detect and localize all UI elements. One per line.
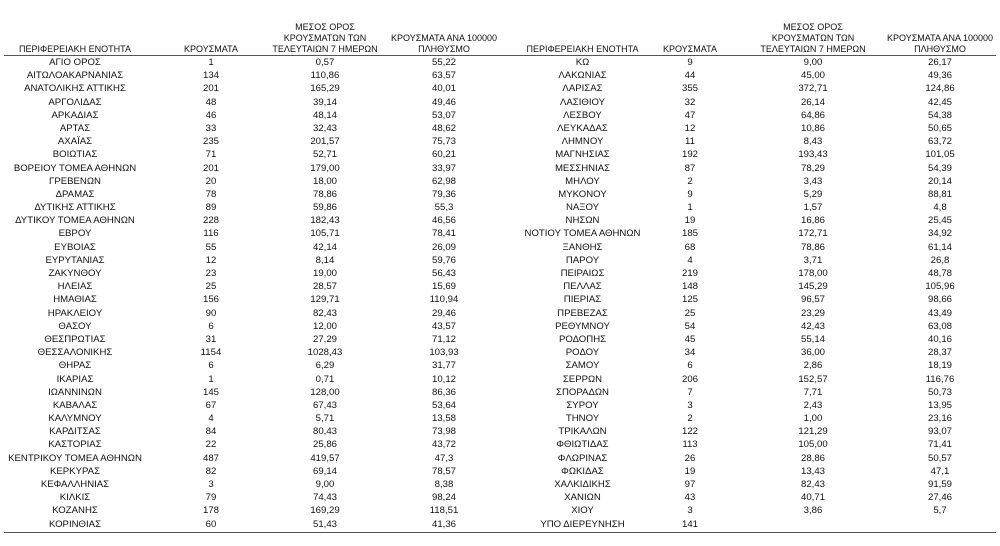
cases-cell: 97 (684, 479, 696, 490)
cases-cell: 9 (687, 57, 693, 68)
cases-cell: 355 (681, 83, 698, 95)
avg-7-days-cell: 152,57 (798, 373, 828, 385)
region-cell: ΘΕΣΠΡΩΤΙΑΣ (44, 333, 106, 345)
header-avg-7-days: ΜΕΣΟΣ ΟΡΟΣ ΚΡΟΥΣΜΑΤΩΝ ΤΩΝ ΤΕΛΕΥΤΑΙΩΝ 7 ΗΜΕΡΩΝ (272, 22, 378, 54)
cases-cell: 185 (681, 228, 698, 240)
cases-cell: 6 (687, 360, 693, 372)
per-100k-cell: 55,3 (434, 202, 454, 214)
avg-7-days-cell: 25,86 (312, 439, 337, 451)
cases-cell: 122 (681, 426, 698, 438)
per-100k-cell: 50,73 (927, 386, 952, 398)
avg-7-days-cell: 0,57 (315, 57, 335, 68)
cases-cell: 84 (205, 426, 217, 438)
avg-7-days-cell: 2,43 (803, 399, 823, 411)
per-100k-cell: 75,73 (431, 136, 456, 148)
avg-7-days-cell: 42,43 (800, 320, 825, 332)
cases-cell: 82 (205, 465, 217, 477)
cases-cell: 1154 (200, 347, 222, 359)
per-100k-cell: 42,45 (927, 96, 952, 108)
per-100k-cell: 63,57 (431, 70, 456, 82)
per-100k-cell: 93,07 (927, 426, 952, 438)
avg-7-days-cell: 172,71 (798, 228, 828, 240)
header-avg-7-days: ΜΕΣΟΣ ΟΡΟΣ ΚΡΟΥΣΜΑΤΩΝ ΤΩΝ ΤΕΛΕΥΤΑΙΩΝ 7 ΗΜΕΡΩΝ (760, 22, 866, 54)
avg-7-days-cell: 165,29 (310, 83, 340, 95)
region-cell: ΑΡΓΟΛΙΔΑΣ (48, 96, 102, 108)
table-bottom-divider (500, 532, 996, 533)
per-100k-cell: 63,08 (927, 320, 952, 332)
avg-7-days-cell: 372,71 (798, 83, 828, 95)
per-100k-cell: 88,81 (927, 188, 952, 200)
avg-7-days-cell: 16,86 (800, 215, 825, 227)
per-100k-cell: 98,66 (927, 294, 952, 306)
avg-7-days-cell: 64,86 (800, 109, 825, 121)
per-100k-cell: 86,36 (431, 386, 456, 398)
region-cell: ΦΩΚΙΔΑΣ (561, 465, 604, 477)
region-cell: ΞΑΝΘΗΣ (562, 241, 603, 253)
avg-7-days-cell: 1,57 (803, 202, 823, 214)
cases-cell: 23 (205, 268, 217, 279)
region-cell: ΑΡΤΑΣ (59, 122, 91, 134)
region-cell: ΒΟΡΕΙΟΥ ΤΟΜΕΑ ΑΘΗΝΩΝ (13, 162, 137, 174)
per-100k-cell: 73,98 (431, 426, 456, 438)
cases-cell: 20 (205, 175, 217, 187)
avg-7-days-cell: 110,86 (310, 70, 340, 82)
per-100k-cell: 25,45 (927, 215, 952, 227)
avg-7-days-cell: 3,43 (803, 175, 823, 187)
region-cell: ΑΝΑΤΟΛΙΚΗΣ ΑΤΤΙΚΗΣ (24, 83, 126, 95)
cases-cell: 206 (681, 373, 698, 385)
cases-cell: 25 (205, 281, 217, 293)
avg-7-days-cell: 8,43 (803, 136, 823, 148)
per-100k-cell: 29,46 (431, 307, 456, 319)
per-100k-cell: 48,78 (927, 268, 952, 279)
cases-cell: 12 (684, 122, 696, 134)
avg-7-days-cell: 179,00 (310, 162, 340, 174)
avg-7-days-cell: 82,43 (312, 307, 337, 319)
region-cell: ΗΜΑΘΙΑΣ (53, 294, 97, 306)
region-cell: ΒΟΙΩΤΙΑΣ (52, 149, 98, 161)
cases-cell: 2 (687, 413, 693, 425)
cases-cell: 116 (203, 228, 219, 240)
region-cell: ΜΥΚΟΝΟΥ (558, 188, 607, 200)
cases-cell: 47 (684, 109, 696, 121)
per-100k-cell: 10,12 (431, 373, 456, 385)
cases-cell: 46 (205, 109, 217, 121)
per-100k-cell: 79,36 (431, 188, 456, 200)
avg-7-days-cell: 59,86 (312, 202, 337, 214)
avg-7-days-cell: 145,29 (798, 281, 828, 293)
region-cell: ΔΥΤΙΚΗΣ ΑΤΤΙΚΗΣ (34, 202, 116, 214)
cases-cell: 9 (687, 188, 693, 200)
per-100k-cell: 78,57 (431, 465, 456, 477)
region-cell: ΔΡΑΜΑΣ (55, 188, 95, 200)
per-100k-cell: 53,07 (431, 109, 456, 121)
avg-7-days-cell: 3,71 (803, 254, 823, 266)
region-cell: ΗΡΑΚΛΕΙΟΥ (47, 307, 103, 319)
avg-7-days-cell: 121,29 (798, 426, 828, 438)
cases-cell: 79 (205, 492, 217, 504)
cases-cell: 113 (682, 439, 698, 451)
region-cell: ΚΑΣΤΟΡΙΑΣ (48, 439, 102, 451)
avg-7-days-cell: 5,71 (315, 413, 335, 425)
avg-7-days-cell: 32,43 (312, 122, 337, 134)
cases-cell: 3 (208, 479, 214, 490)
cases-cell: 141 (681, 518, 698, 530)
per-100k-cell: 4,8 (933, 202, 947, 214)
per-100k-cell: 116,76 (925, 373, 955, 385)
cases-cell: 7 (687, 386, 693, 398)
region-cell: ΑΙΤΩΛΟΑΚΑΡΝΑΝΙΑΣ (26, 70, 124, 82)
region-cell: ΚΕΦΑΛΛΗΝΙΑΣ (40, 479, 110, 490)
region-cell: ΑΓΙΟ ΟΡΟΣ (49, 57, 101, 68)
region-cell: ΚΙΛΚΙΣ (59, 492, 91, 504)
avg-7-days-cell: 1028,43 (307, 347, 343, 359)
region-cell: ΛΑΚΩΝΙΑΣ (558, 70, 607, 82)
cases-cell: 6 (208, 320, 214, 332)
region-cell: ΣΥΡΟΥ (566, 399, 599, 411)
per-100k-cell: 28,37 (927, 347, 952, 359)
per-100k-cell: 26,09 (431, 241, 456, 253)
per-100k-cell: 8,38 (434, 479, 454, 490)
avg-7-days-cell: 27,29 (312, 333, 337, 345)
region-cell: ΛΕΣΒΟΥ (563, 109, 602, 121)
region-cell: ΛΗΜΝΟΥ (561, 136, 604, 148)
per-100k-cell: 31,77 (431, 360, 456, 372)
per-100k-cell: 46,56 (431, 215, 456, 227)
region-cell: ΧΑΝΙΩΝ (564, 492, 601, 504)
cases-cell: 32 (684, 96, 696, 108)
region-cell: ΚΩ (575, 57, 590, 68)
cases-cell: 89 (205, 202, 217, 214)
per-100k-cell: 54,38 (927, 109, 952, 121)
per-100k-cell: 62,98 (431, 175, 456, 187)
region-cell: ΘΑΣΟΥ (58, 320, 92, 332)
per-100k-cell: 47,3 (434, 452, 454, 464)
avg-7-days-cell: 105,00 (798, 439, 828, 451)
per-100k-cell: 40,01 (431, 83, 456, 95)
cases-cell: 78 (205, 188, 217, 200)
cases-cell: 67 (205, 399, 217, 411)
avg-7-days-cell: 51,43 (312, 518, 337, 530)
avg-7-days-cell: 0,71 (315, 373, 335, 385)
per-100k-cell: 78,41 (431, 228, 456, 240)
avg-7-days-cell: 23,29 (800, 307, 825, 319)
avg-7-days-cell: 105,71 (310, 228, 340, 240)
avg-7-days-cell: 2,86 (803, 360, 823, 372)
avg-7-days-cell: 28,57 (312, 281, 337, 293)
cases-cell: 487 (202, 452, 219, 464)
avg-7-days-cell: 3,86 (803, 505, 823, 517)
region-cell: ΥΠΟ ΔΙΕΡΕΥΝΗΣΗ (540, 518, 625, 530)
avg-7-days-cell: 182,43 (310, 215, 340, 227)
avg-7-days-cell: 8,14 (315, 254, 335, 266)
cases-cell: 6 (208, 360, 214, 372)
region-cell: ΚΟΖΑΝΗΣ (52, 505, 98, 517)
avg-7-days-cell: 9,00 (803, 57, 823, 68)
avg-7-days-cell: 36,00 (800, 347, 825, 359)
cases-cell: 192 (681, 149, 698, 161)
cases-cell: 156 (202, 294, 219, 306)
cases-cell: 1 (208, 57, 214, 68)
avg-7-days-cell: 74,43 (312, 492, 337, 504)
avg-7-days-cell: 193,43 (798, 149, 828, 161)
avg-7-days-cell: 48,14 (312, 109, 337, 121)
avg-7-days-cell: 19,00 (312, 268, 337, 279)
region-cell: ΚΑΡΔΙΤΣΑΣ (49, 426, 101, 438)
avg-7-days-cell: 201,57 (310, 136, 340, 148)
cases-cell: 22 (205, 439, 217, 451)
cases-cell: 87 (684, 162, 696, 174)
per-100k-cell: 105,96 (925, 281, 955, 293)
region-cell: ΣΠΟΡΑΔΩΝ (556, 386, 609, 398)
avg-7-days-cell: 52,71 (312, 149, 337, 161)
avg-7-days-cell: 78,29 (800, 162, 825, 174)
per-100k-cell: 56,43 (431, 268, 456, 279)
region-cell: ΠΡΕΒΕΖΑΣ (557, 307, 608, 319)
region-cell: ΕΥΒΟΙΑΣ (54, 241, 96, 253)
avg-7-days-cell: 129,71 (310, 294, 340, 306)
per-100k-cell: 41,36 (431, 518, 456, 530)
avg-7-days-cell: 169,29 (310, 505, 340, 517)
avg-7-days-cell: 42,14 (312, 241, 337, 253)
region-cell: ΠΕΛΛΑΣ (563, 281, 602, 293)
per-100k-cell: 98,24 (431, 492, 456, 504)
per-100k-cell: 49,36 (927, 70, 952, 82)
region-cell: ΜΗΛΟΥ (565, 175, 600, 187)
per-100k-cell: 43,72 (431, 439, 456, 451)
region-cell: ΝΟΤΙΟΥ ΤΟΜΕΑ ΑΘΗΝΩΝ (524, 228, 641, 240)
cases-cell: 228 (202, 215, 219, 227)
per-100k-cell: 20,14 (927, 175, 952, 187)
region-cell: ΦΘΙΩΤΙΔΑΣ (556, 439, 609, 451)
cases-cell: 68 (684, 241, 696, 253)
cases-cell: 201 (202, 162, 219, 174)
region-cell: ΠΕΙΡΑΙΩΣ (560, 268, 605, 279)
avg-7-days-cell: 45,00 (800, 70, 825, 82)
avg-7-days-cell: 9,00 (315, 479, 335, 490)
avg-7-days-cell: 10,86 (800, 122, 825, 134)
cases-cell: 3 (687, 399, 693, 411)
region-cell: ΙΩΑΝΝΙΝΩΝ (48, 386, 102, 398)
region-cell: ΧΑΛΚΙΔΙΚΗΣ (554, 479, 611, 490)
region-cell: ΤΡΙΚΑΛΩΝ (558, 426, 607, 438)
region-cell: ΛΕΥΚΑΔΑΣ (557, 122, 608, 134)
region-cell: ΡΟΔΟΠΗΣ (558, 333, 607, 345)
region-cell: ΡΕΘΥΜΝΟΥ (555, 320, 610, 332)
region-cell: ΚΕΡΚΥΡΑΣ (49, 465, 100, 477)
avg-7-days-cell: 67,43 (312, 399, 337, 411)
region-cell: ΚΑΛΥΜΝΟΥ (48, 413, 102, 425)
region-cell: ΛΑΡΙΣΑΣ (562, 83, 603, 95)
region-cell: ΡΟΔΟΥ (565, 347, 600, 359)
cases-cell: 19 (684, 215, 696, 227)
per-100k-cell: 124,86 (925, 83, 955, 95)
region-cell: ΘΕΣΣΑΛΟΝΙΚΗΣ (37, 347, 113, 359)
region-cell: ΘΗΡΑΣ (58, 360, 92, 372)
per-100k-cell: 59,76 (431, 254, 456, 266)
cases-cell: 60 (205, 518, 217, 530)
per-100k-cell: 26,8 (930, 254, 950, 266)
per-100k-cell: 71,41 (927, 439, 952, 451)
per-100k-cell: 54,39 (927, 162, 952, 174)
per-100k-cell: 48,62 (431, 122, 456, 134)
avg-7-days-cell: 128,00 (310, 386, 340, 398)
per-100k-cell: 34,92 (927, 228, 952, 240)
region-cell: ΛΑΣΙΘΙΟΥ (559, 96, 606, 108)
per-100k-cell: 49,46 (431, 96, 456, 108)
avg-7-days-cell: 18,00 (312, 175, 337, 187)
cases-cell: 134 (202, 70, 219, 82)
avg-7-days-cell: 26,14 (800, 96, 825, 108)
per-100k-cell: 47,1 (930, 465, 950, 477)
cases-cell: 2 (687, 175, 693, 187)
avg-7-days-cell: 39,14 (312, 96, 337, 108)
per-100k-cell: 26,17 (927, 57, 952, 68)
per-100k-cell: 91,59 (927, 479, 952, 490)
per-100k-cell: 23,16 (927, 413, 952, 425)
avg-7-days-cell: 80,43 (312, 426, 337, 438)
cases-cell: 1 (687, 202, 693, 214)
region-cell: ΦΛΩΡΙΝΑΣ (557, 452, 608, 464)
header-region: ΠΕΡΙΦΕΡΕΙΑΚΗ ΕΝΟΤΗΤΑ (18, 44, 132, 54)
per-100k-cell: 33,97 (431, 162, 456, 174)
avg-7-days-cell: 55,14 (800, 333, 825, 345)
region-cell: ΚΑΒΑΛΑΣ (52, 399, 98, 411)
cases-cell: 33 (205, 122, 217, 134)
region-cell: ΚΟΡΙΝΘΙΑΣ (48, 518, 102, 530)
cases-cell: 1 (208, 373, 214, 385)
cases-cell: 71 (205, 149, 217, 161)
header-per-100k: ΚΡΟΥΣΜΑΤΑ ΑΝΑ 100000 ΠΛΗΘΥΣΜΟ (887, 33, 993, 54)
cases-cell: 145 (202, 386, 219, 398)
region-cell: ΝΗΣΩΝ (565, 215, 600, 227)
cases-cell: 25 (684, 307, 696, 319)
cases-cell: 54 (684, 320, 696, 332)
per-100k-cell: 13,58 (431, 413, 456, 425)
per-100k-cell: 110,94 (429, 294, 459, 306)
per-100k-cell: 27,46 (927, 492, 952, 504)
header-cases: ΚΡΟΥΣΜΑΤΑ (663, 44, 717, 54)
cases-cell: 34 (684, 347, 696, 359)
avg-7-days-cell: 78,86 (800, 241, 825, 253)
avg-7-days-cell: 96,57 (800, 294, 825, 306)
header-per-100k: ΚΡΟΥΣΜΑΤΑ ΑΝΑ 100000 ΠΛΗΘΥΣΜΟ (391, 33, 497, 54)
cases-cell: 235 (202, 136, 219, 148)
avg-7-days-cell: 82,43 (800, 479, 825, 490)
cases-cell: 31 (205, 333, 217, 345)
cases-cell: 55 (205, 241, 217, 253)
avg-7-days-cell: 6,29 (315, 360, 335, 372)
cases-cell: 178 (202, 505, 219, 517)
region-cell: ΑΡΚΑΔΙΑΣ (51, 109, 99, 121)
region-cell: ΜΑΓΝΗΣΙΑΣ (555, 149, 610, 161)
avg-7-days-cell: 69,14 (312, 465, 337, 477)
header-region: ΠΕΡΙΦΕΡΕΙΑΚΗ ΕΝΟΤΗΤΑ (526, 44, 639, 54)
region-cell: ΝΑΞΟΥ (565, 202, 600, 214)
per-100k-cell: 43,57 (431, 320, 456, 332)
region-cell: ΠΙΕΡΙΑΣ (563, 294, 602, 306)
region-cell: ΕΥΡΥΤΑΝΙΑΣ (45, 254, 105, 266)
region-cell: ΖΑΚΥΝΘΟΥ (48, 268, 102, 279)
region-cell: ΣΑΜΟΥ (565, 360, 600, 372)
per-100k-cell: 101,05 (925, 149, 955, 161)
per-100k-cell: 50,57 (927, 452, 952, 464)
region-cell: ΜΕΣΣΗΝΙΑΣ (554, 162, 611, 174)
region-cell: ΣΕΡΡΩΝ (562, 373, 603, 385)
avg-7-days-cell: 12,00 (312, 320, 337, 332)
cases-cell: 90 (205, 307, 217, 319)
per-100k-cell: 118,51 (429, 505, 459, 517)
region-cell: ΑΧΑΪΑΣ (57, 136, 93, 148)
per-100k-cell: 63,72 (927, 136, 952, 148)
region-cell: ΙΚΑΡΙΑΣ (56, 373, 94, 385)
per-100k-cell: 43,49 (927, 307, 952, 319)
per-100k-cell: 5,7 (933, 505, 947, 517)
cases-cell: 219 (681, 268, 698, 279)
cases-cell: 3 (687, 505, 693, 517)
cases-cell: 125 (681, 294, 698, 306)
avg-7-days-cell: 28,86 (800, 452, 825, 464)
cases-cell: 148 (681, 281, 698, 293)
region-cell: ΚΕΝΤΡΙΚΟΥ ΤΟΜΕΑ ΑΘΗΝΩΝ (8, 452, 142, 464)
per-100k-cell: 60,21 (431, 149, 456, 161)
per-100k-cell: 13,95 (927, 399, 952, 411)
cases-cell: 201 (202, 83, 219, 95)
cases-cell: 44 (684, 70, 696, 82)
cases-cell: 43 (684, 492, 696, 504)
cases-cell: 19 (684, 465, 696, 477)
region-cell: ΗΛΕΙΑΣ (57, 281, 93, 293)
cases-cell: 48 (205, 96, 217, 108)
avg-7-days-cell: 7,71 (803, 386, 823, 398)
avg-7-days-cell: 78,86 (312, 188, 337, 200)
avg-7-days-cell: 1,00 (803, 413, 823, 425)
per-100k-cell: 103,93 (429, 347, 459, 359)
region-cell: ΓΡΕΒΕΝΩΝ (49, 175, 101, 187)
cases-cell: 26 (684, 452, 696, 464)
per-100k-cell: 53,64 (431, 399, 456, 411)
region-cell: ΠΑΡΟΥ (565, 254, 600, 266)
cases-cell: 12 (205, 254, 217, 266)
region-cell: ΤΗΝΟΥ (565, 413, 600, 425)
per-100k-cell: 40,16 (927, 333, 952, 345)
avg-7-days-cell: 178,00 (798, 268, 828, 279)
table-bottom-divider (4, 532, 500, 533)
per-100k-cell: 50,65 (927, 122, 952, 134)
per-100k-cell: 71,12 (431, 333, 456, 345)
cases-cell: 4 (208, 413, 214, 425)
per-100k-cell: 15,69 (431, 281, 456, 293)
avg-7-days-cell: 13,43 (800, 465, 825, 477)
region-cell: ΧΙΟΥ (571, 505, 594, 517)
avg-7-days-cell: 40,71 (800, 492, 825, 504)
per-100k-cell: 61,14 (927, 241, 952, 253)
per-100k-cell: 18,19 (927, 360, 952, 372)
cases-cell: 11 (685, 136, 695, 148)
cases-cell: 4 (687, 254, 693, 266)
avg-7-days-cell: 419,57 (310, 452, 340, 464)
per-100k-cell: 55,22 (431, 57, 456, 68)
cases-cell: 45 (684, 333, 696, 345)
avg-7-days-cell: 5,29 (803, 188, 823, 200)
header-cases: ΚΡΟΥΣΜΑΤΑ (184, 44, 238, 54)
region-cell: ΔΥΤΙΚΟΥ ΤΟΜΕΑ ΑΘΗΝΩΝ (15, 215, 135, 227)
region-cell: ΕΒΡΟΥ (58, 228, 92, 240)
